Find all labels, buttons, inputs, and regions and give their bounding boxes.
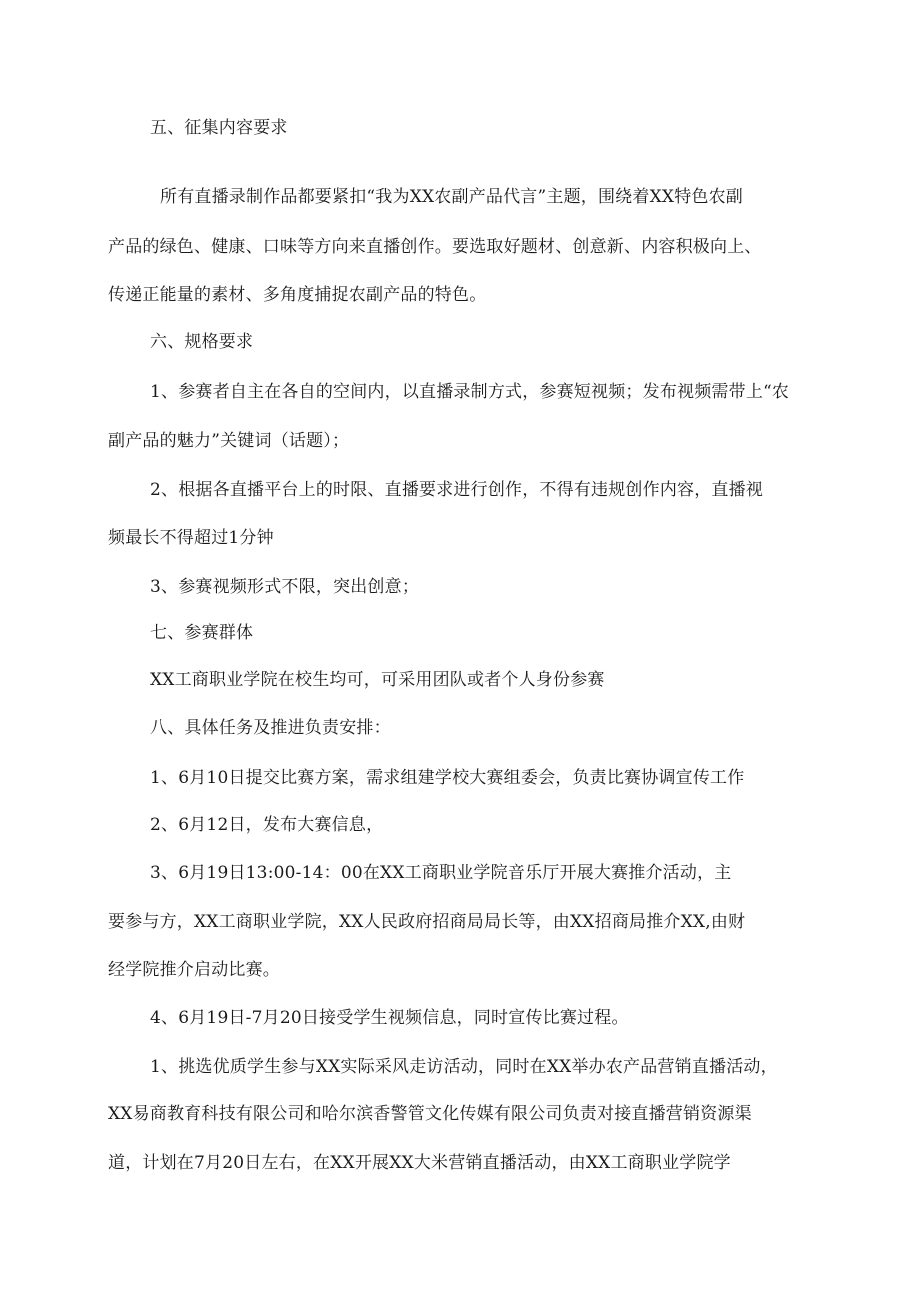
- paragraph-line: 传递正能量的素材、多角度捕捉农副产品的特色。: [108, 285, 487, 305]
- list-item-continuation: XX易商教育科技有限公司和哈尔滨香警管文化传媒有限公司负责对接直播营销资源渠: [108, 1104, 752, 1124]
- list-item: 2、6月12日，发布大赛信息，: [150, 815, 384, 835]
- section-heading-6: 六、规格要求: [150, 332, 254, 352]
- paragraph-line: 产品的绿色、健康、口味等方向来直播创作。要选取好题材、创意新、内容积极向上、: [108, 237, 762, 257]
- paragraph-line: 频最长不得超过1分钟: [108, 528, 274, 548]
- paragraph-line: 2、根据各直播平台上的时限、直播要求进行创作，不得有违规创作内容，直播视: [150, 480, 764, 500]
- list-item: 3、6月19日13:00-14：00在XX工商职业学院音乐厅开展大赛推介活动，主: [150, 863, 732, 883]
- section-heading-8: 八、具体任务及推进负责安排：: [150, 718, 391, 738]
- paragraph-line: 1、参赛者自主在各自的空间内，以直播录制方式，参赛短视频；发布视频需带上“农: [150, 382, 790, 402]
- paragraph-line: 3、参赛视频形式不限，突出创意；: [150, 577, 420, 597]
- list-item-continuation: 经学院推介启动比赛。: [108, 960, 280, 980]
- paragraph-line: XX工商职业学院在校生均可，可采用团队或者个人身份参赛: [150, 670, 605, 690]
- paragraph-line: 所有直播录制作品都要紧扣“我为XX农副产品代言”主题，围绕着XX特色农副: [160, 187, 743, 207]
- list-item: 1、6月10日提交比赛方案，需求组建学校大赛组委会，负责比赛协调宣传工作: [150, 768, 745, 788]
- list-item-continuation: 道，计划在7月20日左右，在XX开展XX大米营销直播活动，由XX工商职业学院学: [108, 1153, 731, 1173]
- section-heading-5: 五、征集内容要求: [150, 118, 288, 138]
- list-item: 4、6月19日-7月20日接受学生视频信息，同时宣传比赛过程。: [150, 1008, 629, 1028]
- paragraph-line: 副产品的魅力”关键词（话题）；: [108, 431, 350, 451]
- list-item: 1、挑选优质学生参与XX实际采风走访活动，同时在XX举办农产品营销直播活动，: [150, 1057, 778, 1077]
- list-item-continuation: 要参与方，XX工商职业学院，XX人民政府招商局局长等，由XX招商局推介XX,由财: [108, 912, 746, 932]
- section-heading-7: 七、参赛群体: [150, 623, 254, 643]
